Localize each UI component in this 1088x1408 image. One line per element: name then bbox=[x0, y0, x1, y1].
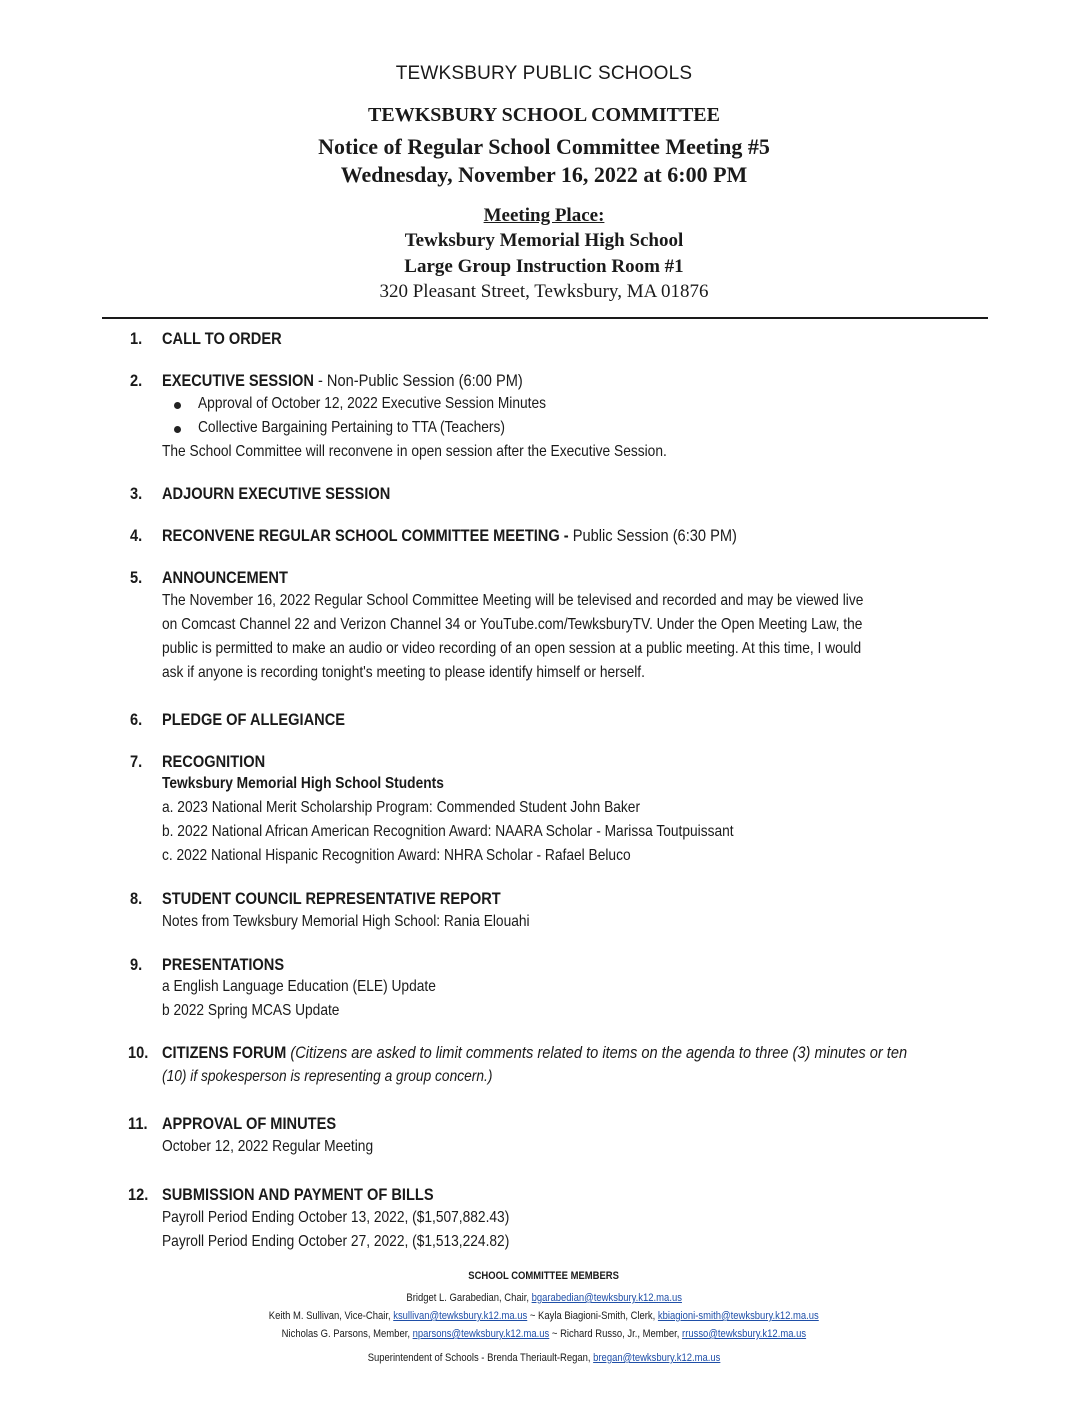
footer-members-line-2 bbox=[0, 1310, 1088, 1322]
meeting-date-time: Wednesday, November 16, 2022 at 6:00 PM bbox=[340, 162, 748, 187]
item-title: CALL TO ORDER bbox=[162, 329, 282, 348]
member-name: Richard Russo, Jr., Member, bbox=[560, 1328, 683, 1340]
item-number: 9. bbox=[130, 955, 143, 974]
item-title: ADJOURN EXECUTIVE SESSION bbox=[162, 484, 391, 503]
item-note-continued: (10) if spokesperson is representing a group concern.) bbox=[162, 1068, 493, 1085]
item-number: 5. bbox=[130, 568, 143, 587]
item-note: (Citizens are asked to limit comments related to items on the agenda to three (3) minutes or ten bbox=[286, 1043, 908, 1062]
member-email-link[interactable]: rrusso@tewksbury.k12.ma.us bbox=[682, 1328, 807, 1340]
item-number: 10. bbox=[128, 1043, 149, 1062]
header-divider bbox=[102, 317, 988, 319]
list-item: a English Language Education (ELE) Update bbox=[162, 978, 436, 995]
list-item: b. 2022 National African American Recognition Award: NAARA Scholar - Marissa Toutpuissant bbox=[162, 823, 734, 840]
meeting-notice-title: Notice of Regular School Committee Meeting #5 bbox=[318, 134, 770, 159]
item-title: ANNOUNCEMENT bbox=[162, 568, 288, 587]
item-number: 3. bbox=[130, 484, 143, 503]
list-item: b 2022 Spring MCAS Update bbox=[162, 1002, 340, 1019]
member-email-link[interactable]: nparsons@tewksbury.k12.ma.us bbox=[412, 1328, 550, 1340]
item-subtitle: - Non-Public Session (6:00 PM) bbox=[313, 371, 523, 390]
list-item: c. 2022 National Hispanic Recognition Award: NHRA Scholar - Rafael Beluco bbox=[162, 847, 631, 864]
footer-members-line-3 bbox=[0, 1328, 1088, 1340]
item-number: 1. bbox=[130, 329, 143, 348]
bullet-icon bbox=[174, 426, 181, 433]
footer-members-line-1 bbox=[0, 1292, 1088, 1304]
item-title: CITIZENS FORUM (Citizens are asked to limit comments related to items on the agenda to three (3) minutes or ten bbox=[162, 1043, 908, 1062]
item-title: SUBMISSION AND PAYMENT OF BILLS bbox=[162, 1185, 434, 1204]
member-email-link[interactable]: kbiagioni-smith@tewksbury.k12.ma.us bbox=[658, 1310, 819, 1322]
item-title: PLEDGE OF ALLEGIANCE bbox=[162, 710, 346, 729]
item-note: The School Committee will reconvene in open session after the Executive Session. bbox=[162, 443, 667, 460]
item-title: STUDENT COUNCIL REPRESENTATIVE REPORT bbox=[162, 889, 501, 908]
list-item: Notes from Tewksbury Memorial High School: Rania Elouahi bbox=[162, 913, 530, 930]
separator: ~ bbox=[527, 1310, 539, 1322]
bullet-icon bbox=[174, 402, 181, 409]
item-subheading: Tewksbury Memorial High School Students bbox=[162, 775, 444, 792]
list-item: Payroll Period Ending October 27, 2022, ($1,513,224.82) bbox=[162, 1233, 510, 1250]
member-email-link[interactable]: bgarabedian@tewksbury.k12.ma.us bbox=[531, 1292, 682, 1304]
item-title: RECOGNITION bbox=[162, 752, 266, 771]
meeting-place-address: 320 Pleasant Street, Tewksbury, MA 01876 bbox=[379, 281, 709, 302]
footer-title: SCHOOL COMMITTEE MEMBERS bbox=[468, 1270, 620, 1282]
member-name: Keith M. Sullivan, Vice-Chair, bbox=[268, 1310, 394, 1322]
announcement-text: The November 16, 2022 Regular School Committee Meeting will be televised and recorded and may be viewed live on Comcast Channel 22 and Verizon Channel 34 or YouTube.com/TewksburyTV. Under the Open Meeting Law, the public is permitted to make an audio or video recording of an open session at a public meeting. At this time, I would ask if anyone is recording tonight's meeting to please identify himself or herself. bbox=[162, 592, 864, 681]
item-title: APPROVAL OF MINUTES bbox=[162, 1114, 337, 1133]
item-number: 12. bbox=[128, 1185, 149, 1204]
member-name: Bridget L. Garabedian, Chair, bbox=[406, 1292, 532, 1304]
member-name: Nicholas G. Parsons, Member, bbox=[281, 1328, 413, 1340]
item-number: 11. bbox=[128, 1114, 148, 1133]
list-item: a. 2023 National Merit Scholarship Program: Commended Student John Baker bbox=[162, 799, 641, 816]
committee-name: TEWKSBURY SCHOOL COMMITTEE bbox=[368, 104, 720, 126]
superintendent-name: Superintendent of Schools - Brenda Theriault-Regan, bbox=[367, 1352, 594, 1364]
meeting-place-school: Tewksbury Memorial High School bbox=[404, 230, 684, 251]
item-number: 4. bbox=[130, 526, 143, 545]
list-item: October 12, 2022 Regular Meeting bbox=[162, 1138, 374, 1155]
item-title: RECONVENE REGULAR SCHOOL COMMITTEE MEETING - Public Session (6:30 PM) bbox=[162, 526, 737, 545]
item-number: 2. bbox=[130, 371, 143, 390]
item-number: 8. bbox=[130, 889, 143, 908]
item-number: 7. bbox=[130, 752, 143, 771]
list-item: Collective Bargaining Pertaining to TTA (Teachers) bbox=[198, 419, 555, 437]
item-subtitle: Public Session (6:30 PM) bbox=[568, 526, 737, 545]
item-title: PRESENTATIONS bbox=[162, 955, 285, 974]
list-item: Payroll Period Ending October 13, 2022, ($1,507,882.43) bbox=[162, 1209, 510, 1226]
meeting-place-label: Meeting Place: bbox=[483, 205, 605, 226]
separator: ~ bbox=[549, 1328, 561, 1340]
item-number: 6. bbox=[130, 710, 143, 729]
footer-superintendent bbox=[0, 1352, 1088, 1364]
superintendent-email-link[interactable]: bregan@tewksbury.k12.ma.us bbox=[593, 1352, 721, 1364]
list-item: Approval of October 12, 2022 Executive Session Minutes bbox=[198, 395, 603, 413]
item-title: EXECUTIVE SESSION - Non-Public Session (6:00 PM) bbox=[162, 371, 523, 390]
meeting-place-room: Large Group Instruction Room #1 bbox=[404, 256, 684, 277]
member-email-link[interactable]: ksullivan@tewksbury.k12.ma.us bbox=[393, 1310, 528, 1322]
organization-name: TEWKSBURY PUBLIC SCHOOLS bbox=[395, 63, 693, 84]
member-name: Kayla Biagioni-Smith, Clerk, bbox=[538, 1310, 659, 1322]
